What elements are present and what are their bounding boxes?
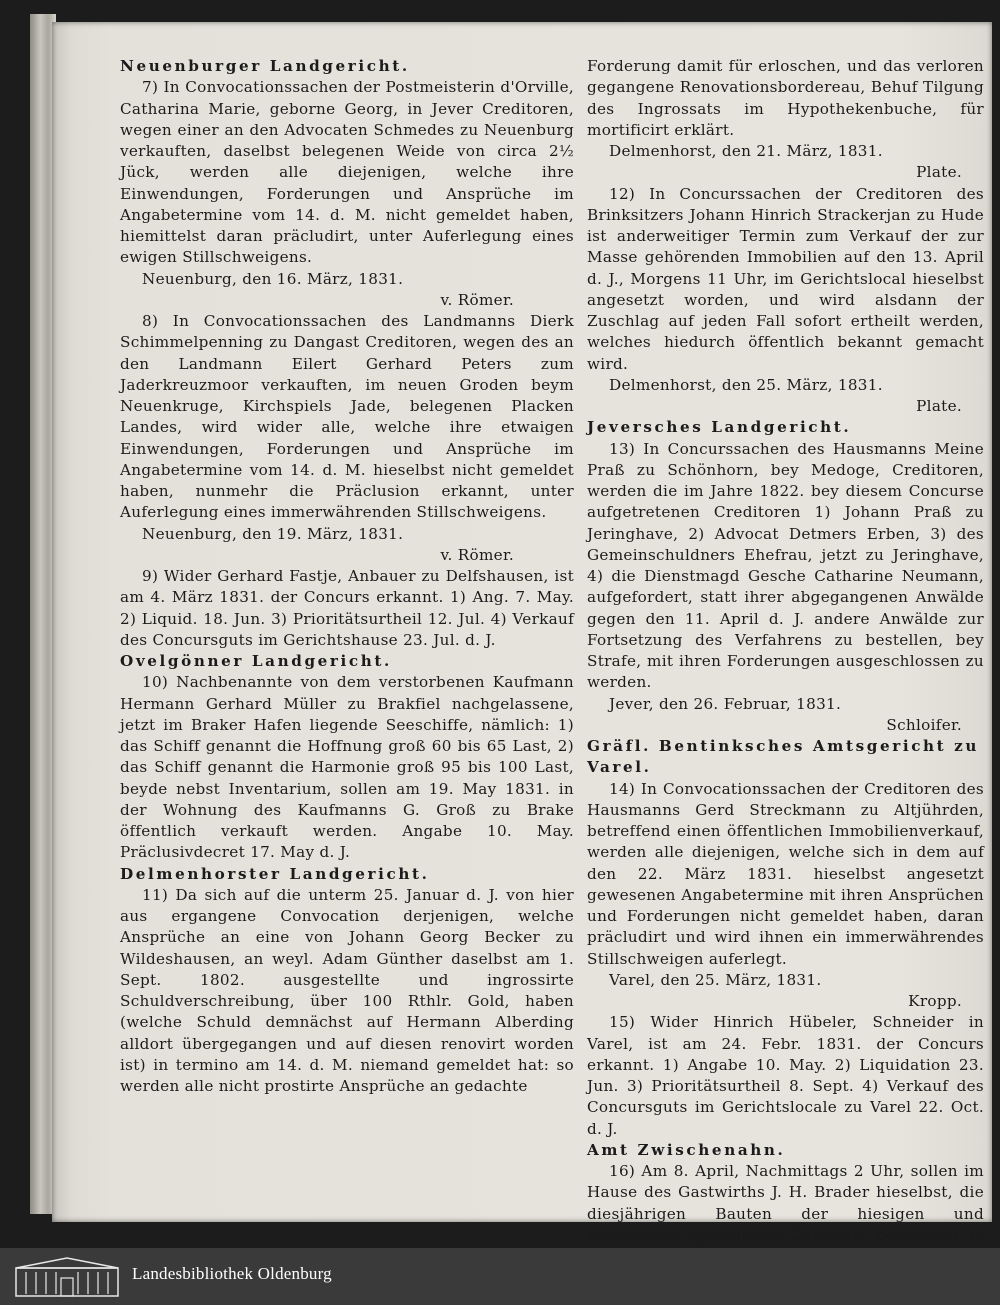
- left-column: [120, 56, 574, 1097]
- court-heading: Ovelgönner Landgericht.: [120, 652, 392, 670]
- date-line: Neuenburg, den 19. März, 1831.: [142, 524, 404, 543]
- court-heading: Delmenhorster Landgericht.: [120, 864, 430, 883]
- signature: Plate.: [916, 397, 962, 415]
- court-heading: Amt Zwischenahn.: [587, 1140, 786, 1159]
- date-line: Jever, den 26. Februar, 1831.: [609, 694, 842, 713]
- library-building-icon: [14, 1256, 120, 1298]
- notice-paragraph: 15) Wider Hinrich Hübeler, Schneider in Varel, ist am 24. Febr. 1831. der Concurs erkannt. 1) Angabe 10. May. 2) Liquidation 23. Jun. 3) Prioritätsurtheil 8. Sept. 4) Verkauf des Concursguts im Gerichtslocale zu Varel 22. Oct. d. J.: [587, 1013, 984, 1138]
- notice-paragraph: 7) In Convocationssachen der Postmeisterin d'Orville, Catharina Marie, geborne Georg, in Jever Creditoren, wegen einer an den Advocaten Schmedes zu Neuenburg verkauften, daselbst belegenen Weide von circa 2½ Jück, werden alle diejenigen, welche ihre Einwendungen, Forderungen und Ansprüche im Angabetermine vom 14. d. M. nicht gemeldet haben, hiemittelst daran präcludirt, unter Auferlegung eines ewigen Stillschweigens.: [120, 78, 574, 267]
- notice-paragraph: 10) Nachbenannte von dem verstorbenen Kaufmann Hermann Gerhard Müller zu Brakfiel nachgelassene, jetzt im Braker Hafen liegende Seeschiffe, nämlich: 1) das Schiff genannt die Hoffnung groß 60 bis 65 Last, 2) das Schiff genannt die Harmonie groß 95 bis 100 Last, beyde nebst Inventarium, sollen am 19. May 1831. in der Wohnung des Kaufmanns G. Groß zu Brake öffentlich verkauft werden. Angabe 10. May. Präclusivdecret 17. May d. J.: [120, 673, 574, 862]
- notice-paragraph: 8) In Convocationssachen des Landmanns Dierk Schimmelpenning zu Dangast Creditoren, wegen des an den Landmann Eilert Gerhard Peters zum Jaderkreuzmoor verkauften, im neuen Groden beym Neuenkruge, Kirchspiels Jade, belegenen Placken Landes, wird wider alle, welche ihre etwaigen Einwendungen, Forderungen und Ansprüche im Angabetermine vom 14. d. M. hieselbst nicht gemeldet haben, nunmehr die Präclusion erkannt, unter Auferlegung eines immerwährenden Stillschweigens.: [120, 312, 574, 522]
- signature: v. Römer.: [440, 290, 514, 309]
- date-line: Delmenhorst, den 21. März, 1831.: [609, 142, 883, 160]
- signature: Kropp.: [908, 992, 962, 1010]
- notice-paragraph: 16) Am 8. April, Nachmittags 2 Uhr, sollen im Hause des Gastwirths J. H. Brader hieselbst, die diesjährigen Bauten der hiesigen und Edewechter geistlichen Gebäude, bestehend in: [587, 1162, 984, 1244]
- signature: v. Römer.: [440, 545, 514, 564]
- library-name: Landesbibliothek Oldenburg: [132, 1264, 332, 1283]
- notice-paragraph: 11) Da sich auf die unterm 25. Januar d. J. von hier aus ergangene Convocation derjenigen, welche Ansprüche an eine von Johann Georg Becker zu Wildeshausen, an weyl. Adam Günther daselbst am 1. Sept. 1802. ausgestellte und ingrossirte Schuldverschreibung, über 100 Rthlr. Gold, haben (welche Schuld demnächst auf Hermann Alberding alldort übergegangen und auf diesen renovirt worden ist) in termino am 14. d. M. niemand gemeldet hat: so werden alle nicht prostirte Ansprüche an gedachte: [120, 885, 574, 1095]
- signature: Plate.: [916, 163, 962, 182]
- signature: Schloifer.: [886, 715, 962, 734]
- date-line: Delmenhorst, den 25. März, 1831.: [609, 375, 883, 394]
- notice-paragraph: 13) In Concurssachen des Hausmanns Meine Praß zu Schönhorn, bey Medoge, Creditoren, werden die im Jahre 1822. bey diesem Concurse aufgetretenen Creditoren 1) Johann Praß zu Jeringhave, 2) Advocat Detmers Erben, 3) des Gemeinschuldners Ehefrau, jetzt zu Jeringhave, 4) die Dienstmagd Gesche Catharine Neumann, aufgefordert, statt ihrer abgegangenen Anwälde gegen den 11. April d. J. andere Anwälde zur Fortsetzung des Verfahrens zu bestellen, bey Strafe, mit ihren Forderungen ausgeschlossen zu werden.: [587, 439, 984, 692]
- date-line: Varel, den 25. März, 1831.: [609, 970, 822, 989]
- date-line: Neuenburg, den 16. März, 1831.: [142, 269, 404, 288]
- notice-paragraph: 9) Wider Gerhard Fastje, Anbauer zu Delfshausen, ist am 4. März 1831. der Concurs erkannt. 1) Ang. 7. May. 2) Liquid. 18. Jun. 3) Prioritätsurtheil 12. Jul. 4) Verkauf des Concursguts im Gerichtshause 23. Jul. d. J.: [120, 567, 574, 649]
- notice-paragraph: 12) In Concurssachen der Creditoren des Brinksitzers Johann Hinrich Strackerjan zu Hude ist anderweitiger Termin zum Verkauf der zur Masse gehörenden Immobilien auf den 13. April d. J., Morgens 11 Uhr, im Gerichtslocal hieselbst angesetzt worden, und wird alsdann der Zuschlag auf jeden Fall sofort ertheilt werden, welches hiedurch öffentlich bekannt gemacht wird.: [587, 184, 984, 373]
- court-heading: Jeversches Landgericht.: [587, 418, 852, 437]
- court-heading: Neuenburger Landgericht.: [120, 57, 410, 75]
- notice-paragraph: 14) In Convocationssachen der Creditoren des Hausmanns Gerd Streckmann zu Altjührden, betreffend einen öffentlichen Immobilienverkauf, werden alle diejenigen, welche sich in dem auf den 22. März 1831. hieselbst angesetzt gewesenen Angabetermine mit ihren Ansprüchen und Forderungen nicht gemeldet haben, daran präcludirt und wird ihnen ein immerwährendes Stillschweigen auferlegt.: [587, 779, 984, 968]
- footer-bar: [0, 1248, 1000, 1305]
- right-column: [587, 56, 984, 1289]
- notice-paragraph-continued: Forderung damit für erloschen, und das verloren gegangene Renovationsbordereau, Behuf Tilgung des Ingrossats im Hypothekenbuche, für mortificirt erklärt.: [587, 57, 984, 139]
- court-heading: Gräfl. Bentinksches Amtsgericht zu Varel.: [587, 737, 980, 777]
